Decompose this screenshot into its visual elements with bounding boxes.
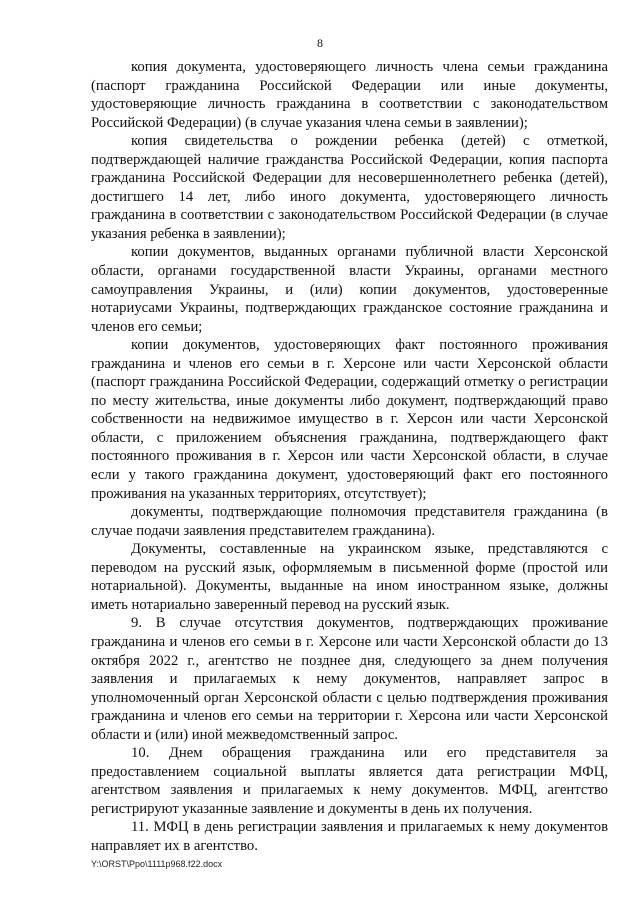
paragraph-translation-requirement: Документы, составленные на украинском языке, представляются с переводом на русский язык, оформляемым в письменной форме (простой или нотариальной). Документы, выданные на ином иностранном языке, должны иметь нотариально заверенный перевод на русский язык. xyxy=(91,541,608,613)
paragraph-item-9: 9. В случае отсутствия документов, подтверждающих проживание гражданина и членов его семьи в г. Херсоне или части Херсонской области до 13 октября 2022 г., агентство не позднее дня, следующего за днем получения заявления и прилагаемых к нему документов, направляет запрос в уполномоченный орган Херсонской области с целью подтверждения проживания гражданина и членов его семьи на территории г. Херсона или части Херсонской области и (или) иной межведомственный запрос. xyxy=(91,615,608,743)
paragraph-member-id-copy: копия документа, удостоверяющего личность члена семьи гражданина (паспорт гражданина Российской Федерации или иные документы, удостоверяющие личность гражданина в соответствии с законодательством Российской Федерации) (в случае указания члена семьи в заявлении); xyxy=(91,59,608,131)
paragraph-item-10: 10. Днем обращения гражданина или его представителя за предоставлением социальной выплаты является дата регистрации МФЦ, агентством заявления и прилагаемых к нему документов. МФЦ, агентство регистрируют указанные заявление и документы в день их получения. xyxy=(91,745,608,817)
paragraph-birth-certificate-copy: копия свидетельства о рождении ребенка (детей) с отметкой, подтверждающей наличие гражданства Российской Федерации, копия паспорта гражданина Российской Федерации для несовершеннолетнего ребенка (детей), достигшего 14 лет, либо иного документа, удостоверяющего личность гражданина в соответствии с законодательством Российской Федерации (в случае указания ребенка в заявлении); xyxy=(91,133,608,242)
paragraph-civil-status-documents: копии документов, выданных органами публичной власти Херсонской области, органами государственной власти Украины, органами местного самоуправления Украины, и (или) копии документов, удостоверенные нотариусами Украины, подтверждающих гражданское состояние гражданина и членов его семьи; xyxy=(91,244,608,335)
paragraph-item-11: 11. МФЦ в день регистрации заявления и прилагаемых к нему документов направляет их в агентство. xyxy=(91,819,608,854)
page-number: 8 xyxy=(317,36,323,50)
document-body xyxy=(91,58,608,856)
paragraph-representative-authority: документы, подтверждающие полномочия представителя гражданина (в случае подачи заявления представителем гражданина). xyxy=(91,504,608,539)
footer-file-path: Y:\ORST\Ppo\1111p968.f22.docx xyxy=(91,859,223,869)
paragraph-residence-documents: копии документов, удостоверяющих факт постоянного проживания гражданина и членов его семьи в г. Херсоне или части Херсонской области (паспорт гражданина Российской Федерации, содержащий отметку о регистрации по месту жительства, иные документы либо документ, подтверждающий право собственности на недвижимое имущество в г. Херсон или части Херсонской области, с приложением объяснения гражданина, подтверждающего факт постоянного проживания в г. Херсон или части Херсонской области, в случае если у такого гражданина документ, удостоверяющий факт его постоянного проживания на указанных территориях, отсутствует); xyxy=(91,337,608,502)
